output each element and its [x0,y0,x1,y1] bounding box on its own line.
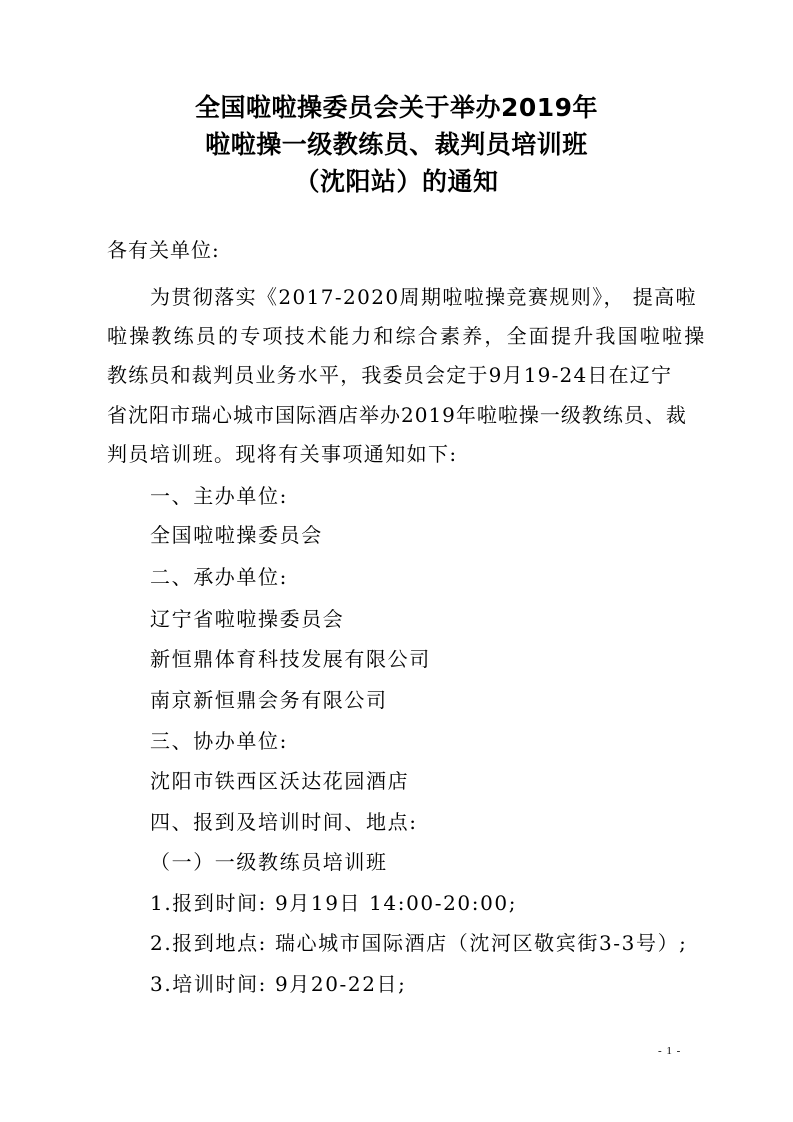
section-heading-time-place: 四、报到及培训时间、地点: [150,810,418,834]
intro-paragraph-line-3: 教练员和裁判员业务水平，我委员会定于9月19-24日在辽宁 [107,363,673,387]
intro-paragraph-line-4: 省沈阳市瑞心城市国际酒店举办2019年啦啦操一级教练员、裁 [107,403,687,427]
subsection-heading-coach-class: （一）一级教练员培训班 [150,850,388,874]
registration-place: 2.报到地点: 瑞心城市国际酒店（沈河区敬宾街3-3号）; [150,931,688,955]
section-heading-undertaker: 二、承办单位: [150,565,288,589]
intro-paragraph-line-5: 判员培训班。现将有关事项通知如下: [107,442,458,466]
organizer-name: 全国啦啦操委员会 [150,523,323,547]
intro-paragraph-line-2: 啦操教练员的专项技术能力和综合素养，全面提升我国啦啦操 [107,324,707,348]
document-title-line-3: （沈阳站）的通知 [294,167,499,196]
section-heading-co-organizer: 三、协办单位: [150,729,288,753]
intro-paragraph-line-1: 为贯彻落实《2017-2020周期啦啦操竞赛规则》， 提高啦 [150,285,697,309]
registration-time: 1.报到时间: 9月19日 14:00-20:00; [150,891,518,915]
page-number: - 1 - [658,1045,682,1057]
document-title-line-2: 啦啦操一级教练员、裁判员培训班 [205,130,588,159]
co-organizer-name: 沈阳市铁西区沃达花园酒店 [150,769,410,793]
training-time: 3.培训时间: 9月20-22日; [150,972,407,996]
section-heading-organizer: 一、主办单位: [150,484,288,508]
undertaker-name-3: 南京新恒鼎会务有限公司 [150,688,388,712]
salutation: 各有关单位: [107,238,220,262]
undertaker-name-2: 新恒鼎体育科技发展有限公司 [150,647,431,671]
document-title-line-1: 全国啦啦操委员会关于举办2019年 [194,93,599,122]
undertaker-name-1: 辽宁省啦啦操委员会 [150,607,345,631]
